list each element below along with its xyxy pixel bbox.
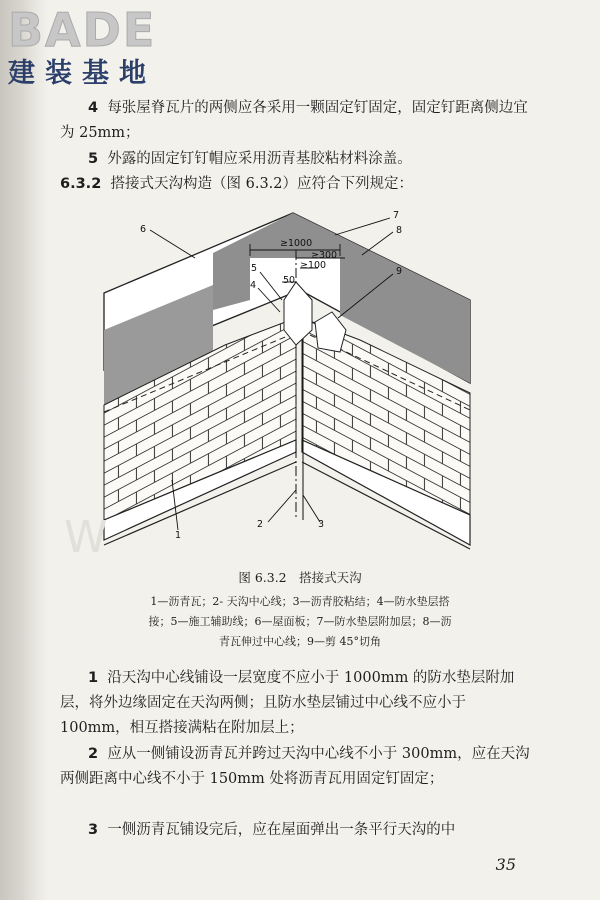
clause-number: 6.3.2 [60,176,102,192]
callout-3: 3 [318,519,325,530]
figure-legend-line: 接；5—施工辅助线；6—屋面板；7—防水垫层附加层；8—沥 [148,615,452,628]
item-number: 4 [88,100,99,116]
logo-brand: BADE [8,3,157,57]
dim-100: ≥100 [300,260,327,271]
logo-subtitle: 建装基地 [8,58,156,89]
dim-1000: ≥1000 [280,238,313,249]
figure-legend-line: 青瓦伸过中心线；9—剪 45°切角 [219,635,381,648]
item-text: 外露的固定钉钉帽应采用沥青基胶粘材料涂盖。 [107,151,412,167]
item-number: 3 [88,822,99,838]
page-number: 35 [495,855,516,874]
item-number: 1 [88,670,99,686]
item-text: 一侧沥青瓦铺设完后，应在屋面弹出一条平行天沟的中 [107,822,456,838]
callout-6: 6 [140,224,147,235]
callout-8: 8 [396,225,403,236]
callout-1: 1 [175,530,182,541]
callout-5: 5 [251,263,258,274]
callout-2: 2 [257,519,264,530]
body-item-2 [60,742,536,792]
item-number: 5 [88,151,99,167]
body-item-3 [60,818,536,843]
item-text: 每张屋脊瓦片的两侧应各采用一颗固定钉固定，固定钉距离侧边宜为 25mm； [60,100,528,141]
figure-legend-line: 1—沥青瓦；2- 天沟中心线；3—沥青胶粘结；4—防水垫层搭 [150,595,450,608]
callout-7: 7 [393,210,400,221]
item-number: 2 [88,746,99,762]
body-item-1 [60,666,536,741]
callout-4: 4 [250,280,257,291]
dim-300: ≥300 [311,250,338,261]
clause-text: 搭接式天沟构造（图 6.3.2）应符合下列规定： [110,176,414,192]
item-text: 沿天沟中心线铺设一层宽度不应小于 1000mm 的防水垫层附加层，将外边缘固定在天沟两侧；且防水垫层铺过中心线不应小于 100mm，相互搭接满粘在附加层上； [60,670,515,736]
watermark: W [64,512,108,563]
figure-title: 图 6.3.2 搭接式天沟 [238,570,362,585]
callout-9: 9 [396,266,403,277]
item-text: 应从一侧铺设沥青瓦并跨过天沟中心线不小于 300mm，应在天沟两侧距离中心线不小于 150mm 处将沥青瓦用固定钉固定； [60,746,530,787]
dim-50: 50 [283,275,296,286]
